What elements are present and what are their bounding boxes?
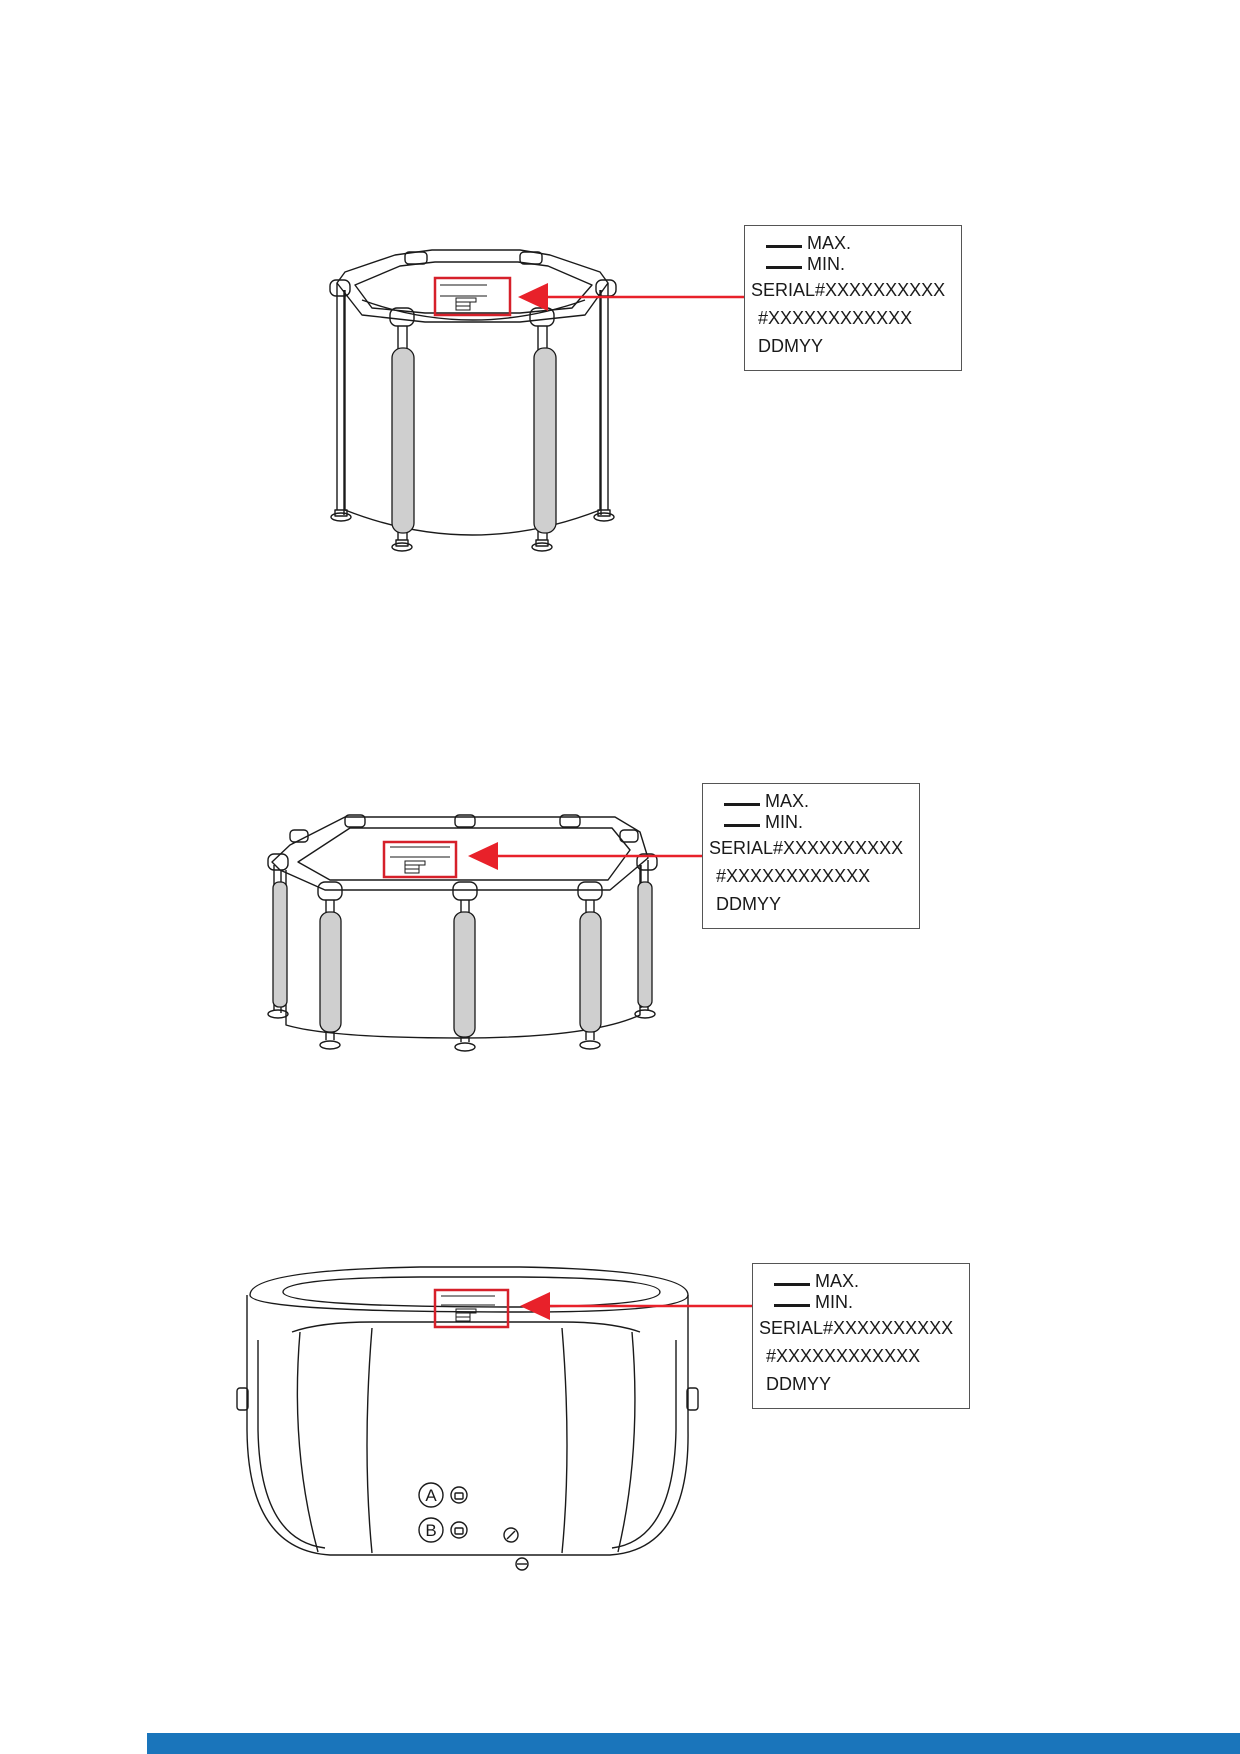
valve-a-letter: A: [425, 1486, 437, 1505]
serial-number-3: SERIAL#XXXXXXXXXX: [759, 1318, 954, 1338]
figure-inflatable-spa: [0, 1250, 1240, 1590]
footer-bar: [147, 1733, 1240, 1754]
spa-drawing: [0, 1250, 1240, 1590]
serial-number-2: SERIAL#XXXXXXXXXX: [709, 838, 904, 858]
pool-drawing-1: [0, 0, 1240, 580]
date-code-3: DDMYY: [766, 1374, 832, 1394]
serial-number-1: SERIAL#XXXXXXXXXX: [751, 280, 946, 300]
figure-frame-pool-round: [0, 0, 1240, 580]
serial-label-2: MAX. MIN. SERIAL#XXXXXXXXXX #XXXXXXXXXXXX DDMYY: [702, 783, 920, 929]
figure-frame-pool-rect: [0, 770, 1240, 1070]
valve-b-letter: B: [425, 1521, 437, 1540]
serial-label-1: MAX. MIN. SERIAL#XXXXXXXXXX #XXXXXXXXXXXX DDMYY: [744, 225, 962, 371]
date-code-2: DDMYY: [716, 894, 782, 914]
product-code-2: #XXXXXXXXXXXX: [716, 866, 871, 886]
serial-label-3: MAX. MIN. SERIAL#XXXXXXXXXX #XXXXXXXXXXXX DDMYY: [752, 1263, 970, 1409]
pool-drawing-2: [0, 770, 1240, 1070]
date-code-1: DDMYY: [758, 336, 824, 356]
product-code-3: #XXXXXXXXXXXX: [766, 1346, 921, 1366]
product-code-1: #XXXXXXXXXXXX: [758, 308, 913, 328]
